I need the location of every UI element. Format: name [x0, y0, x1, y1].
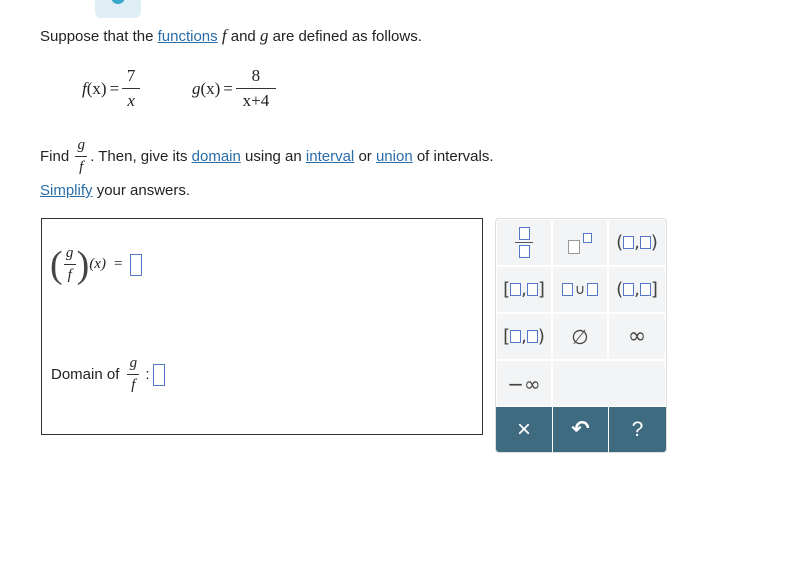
half-open-left-interval-key[interactable]: ( , ]	[609, 267, 665, 312]
open-interval-key[interactable]: ( , )	[609, 220, 665, 265]
simplify-link[interactable]: Simplify	[40, 182, 93, 199]
closed-interval-key[interactable]: [ , ]	[497, 267, 551, 312]
infinity-key[interactable]	[609, 314, 665, 359]
help-icon: ?	[631, 417, 644, 441]
interval-link[interactable]: interval	[305, 148, 355, 165]
find-fraction: $\frac{g}{f}$	[75, 137, 87, 176]
math-keypad	[495, 218, 667, 453]
f-definition: f (x) = $\frac{7}{x}$	[82, 66, 140, 111]
g-symbol: g	[259, 26, 269, 45]
undo-icon: ↶	[571, 417, 590, 442]
quotient-fraction: $\frac{g}{f}$	[64, 245, 76, 284]
union-link[interactable]: union	[375, 148, 413, 165]
functions-link[interactable]: functions	[157, 28, 218, 45]
simplify-line: Simplify your answers.	[40, 182, 191, 199]
quotient-expression: ( $\frac{g}{f}$ ) (x) =	[50, 245, 142, 284]
g-fraction: $\frac{8}{x+4}$	[236, 66, 276, 111]
negative-infinity-icon: −∞	[507, 371, 541, 396]
domain-answer-input[interactable]	[153, 364, 165, 386]
union-key[interactable]: ∪	[553, 267, 607, 312]
empty-set-key[interactable]	[553, 314, 607, 359]
intro-sentence: Suppose that the functions f and g are defined as follows.	[40, 26, 422, 45]
undo-button[interactable]	[553, 407, 608, 452]
infinity-icon: ∞	[627, 324, 647, 349]
negative-infinity-key[interactable]	[497, 361, 551, 406]
keypad-blank-cell	[553, 361, 665, 406]
close-icon: ×	[516, 415, 531, 443]
help-button[interactable]	[609, 407, 666, 452]
f-fraction: $\frac{7}{x}$	[122, 66, 140, 111]
tab-indicator-icon	[111, 0, 125, 4]
f-symbol: f	[221, 26, 227, 45]
exponent-key[interactable]	[553, 220, 607, 265]
top-tab[interactable]	[95, 0, 141, 18]
domain-fraction: $\frac{g}{f}$	[127, 355, 139, 394]
quotient-answer-input[interactable]	[130, 254, 142, 276]
fraction-key[interactable]	[497, 220, 551, 265]
domain-link[interactable]: domain	[191, 148, 241, 165]
empty-set-icon: ∅	[571, 324, 589, 349]
answer-area	[41, 218, 483, 435]
half-open-right-interval-key[interactable]: [ , )	[497, 314, 551, 359]
domain-expression: Domain of $\frac{g}{f}$ :	[51, 355, 165, 394]
instructions-line: Find $\frac{g}{f}$ . Then, give its domain using an interval or union of intervals.	[40, 137, 494, 175]
g-definition: g (x) = $\frac{8}{x+4}$	[192, 66, 276, 111]
clear-button[interactable]	[496, 407, 552, 452]
